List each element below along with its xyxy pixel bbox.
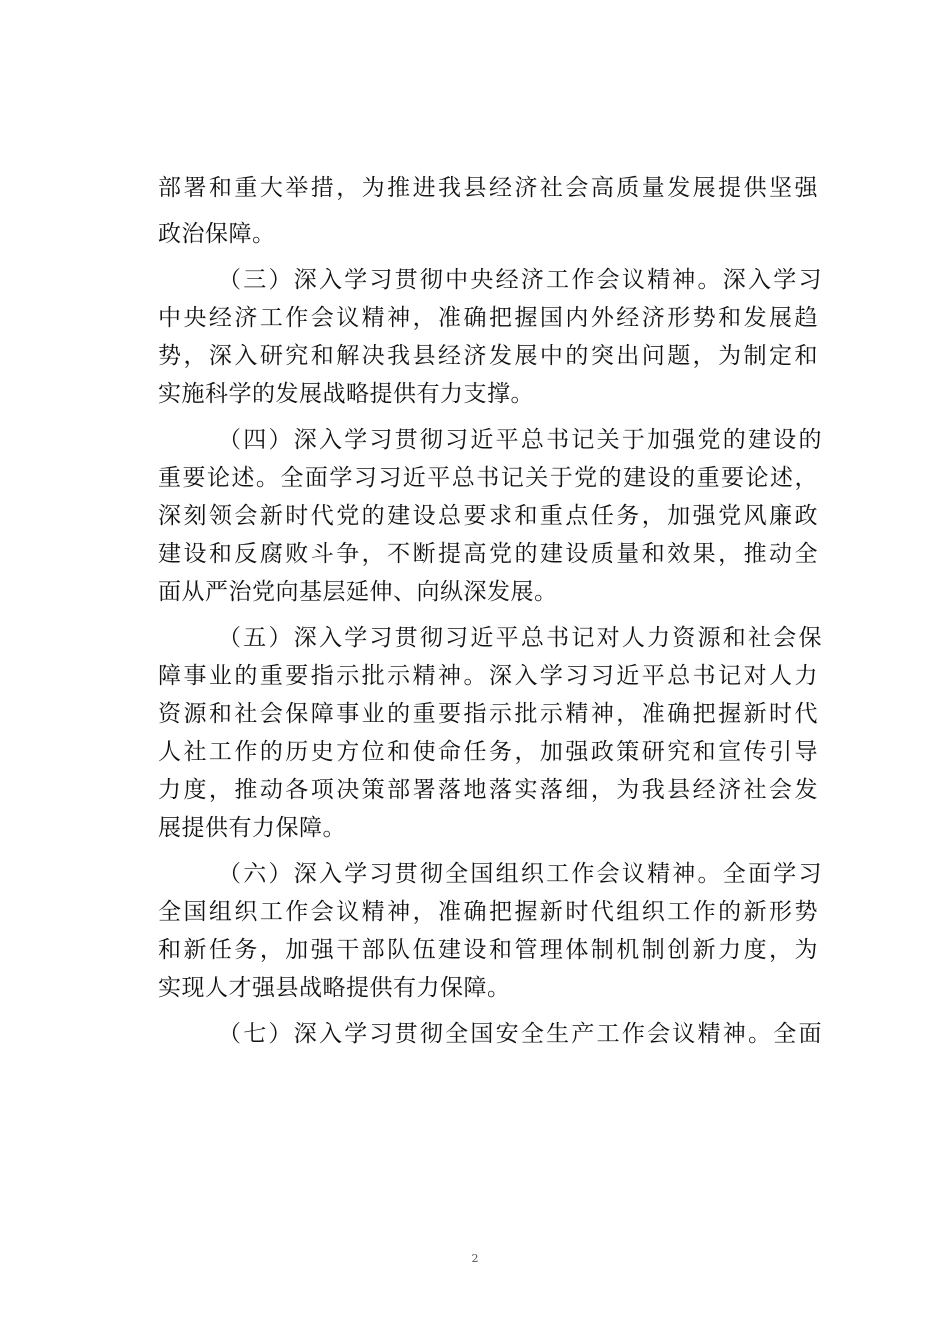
text-line: 深刻领会新时代党的建设总要求和重点任务，加强党风廉政 bbox=[158, 503, 818, 529]
text-line: 实施科学的发展战略提供有力支撑。 bbox=[158, 381, 534, 407]
section-heading-line: （五）深入学习贯彻习近平总书记对人力资源和社会保 bbox=[218, 625, 822, 651]
text-line: 建设和反腐败斗争，不断提高党的建设质量和效果，推动全 bbox=[158, 541, 818, 567]
text-line: 面从严治党向基层延伸、向纵深发展。 bbox=[158, 579, 558, 605]
page-number: 2 bbox=[471, 1252, 479, 1265]
section-heading-line: （四）深入学习贯彻习近平总书记关于加强党的建设的 bbox=[218, 427, 822, 453]
section-heading-line: （七）深入学习贯彻全国安全生产工作会议精神。全面 bbox=[218, 1021, 822, 1047]
text-line: 展提供有力保障。 bbox=[158, 815, 346, 841]
text-line: 部署和重大举措，为推进我县经济社会高质量发展提供坚强 bbox=[158, 175, 818, 201]
text-line: 政治保障。 bbox=[158, 221, 276, 247]
text-line: 中央经济工作会议精神，准确把握国内外经济形势和发展趋 bbox=[158, 305, 818, 331]
text-line: 资源和社会保障事业的重要指示批示精神，准确把握新时代 bbox=[158, 701, 818, 727]
text-line: 全国组织工作会议精神，准确把握新时代组织工作的新形势 bbox=[158, 899, 818, 925]
text-line: 力度，推动各项决策部署落地落实落细，为我县经济社会发 bbox=[158, 777, 818, 803]
text-line: 重要论述。全面学习习近平总书记关于党的建设的重要论述， bbox=[158, 465, 818, 491]
text-line: 势，深入研究和解决我县经济发展中的突出问题，为制定和 bbox=[158, 343, 818, 369]
text-line: 人社工作的历史方位和使命任务，加强政策研究和宣传引导 bbox=[158, 739, 818, 765]
text-line: 和新任务，加强干部队伍建设和管理体制机制创新力度，为 bbox=[158, 937, 818, 963]
text-line: 实现人才强县战略提供有力保障。 bbox=[158, 975, 511, 1001]
section-heading-line: （三）深入学习贯彻中央经济工作会议精神。深入学习 bbox=[218, 267, 822, 293]
section-heading-line: （六）深入学习贯彻全国组织工作会议精神。全面学习 bbox=[218, 861, 822, 887]
text-line: 障事业的重要指示批示精神。深入学习习近平总书记对人力 bbox=[158, 663, 818, 689]
